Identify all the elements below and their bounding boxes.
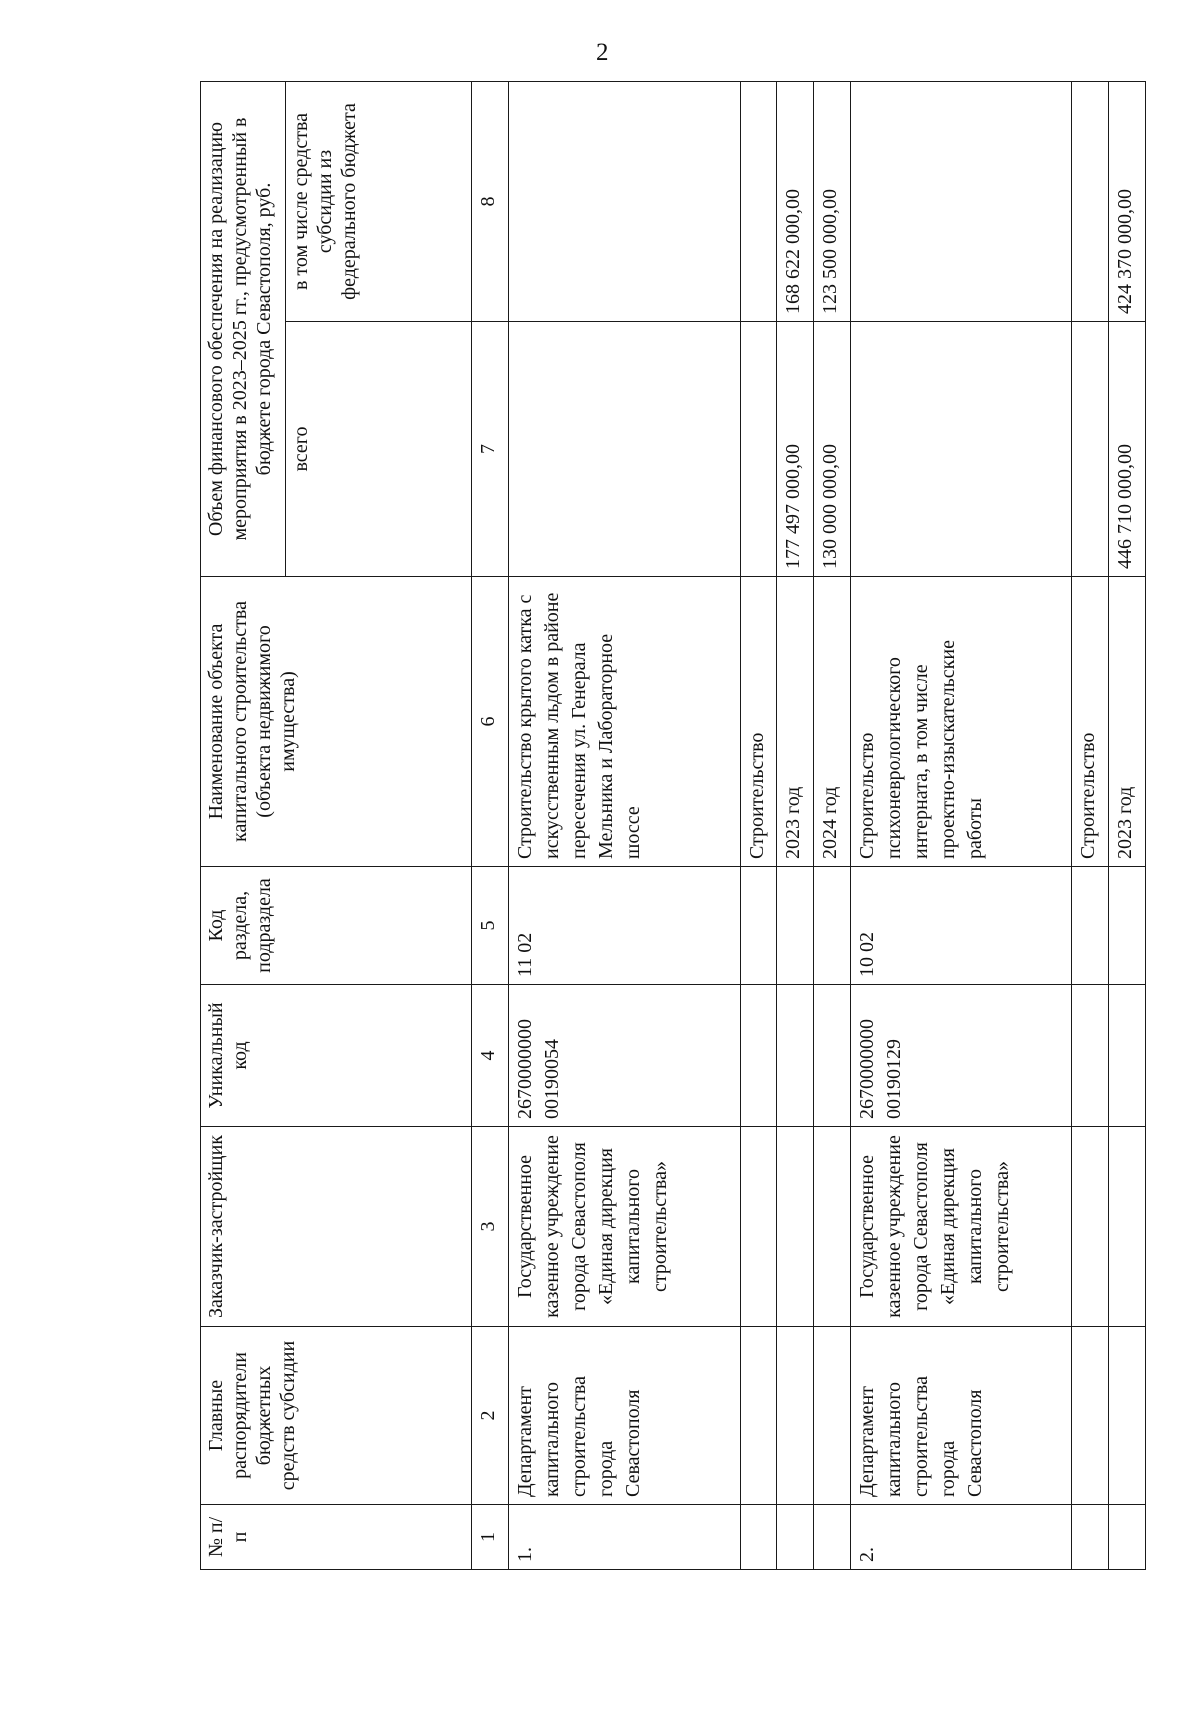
row-federal: 123 500 000,00: [814, 81, 851, 321]
column-number: 7: [472, 322, 509, 577]
row-object-name: Строительство психоневрологического интерната, в том числе проектно-изыскательские работы: [850, 577, 1072, 867]
table-row: [509, 81, 740, 1569]
row-total: [509, 322, 740, 577]
column-number: 3: [472, 1127, 509, 1327]
row-federal: 168 622 000,00: [777, 81, 814, 321]
header-row: [201, 81, 286, 1569]
table-row: [1109, 81, 1146, 1569]
table-row: [850, 81, 1072, 1569]
column-number: 8: [472, 81, 509, 321]
row-manager: Департамент капитального строительства города Севастополя: [509, 1327, 740, 1505]
row-year: 2023 год: [1109, 577, 1146, 867]
row-unique-code: 2670000000 00190129: [850, 985, 1072, 1127]
row-unique-code: 2670000000 00190054: [509, 985, 740, 1127]
column-number: 5: [472, 867, 509, 985]
column-number: 6: [472, 577, 509, 867]
page-number: 2: [596, 39, 609, 66]
row-section-code: 10 02: [850, 867, 1072, 985]
header-num: № п/п: [201, 1505, 472, 1570]
header-total: всего: [286, 322, 472, 577]
row-customer: Государственное казенное учреждение города Севастополя «Единая дирекция капитального строительства»: [509, 1127, 740, 1327]
column-number-row: [472, 81, 509, 1569]
table-row: [814, 81, 851, 1569]
header-manager: Главные распорядители бюджетных средств субсидии: [201, 1327, 472, 1505]
row-year: 2023 год: [777, 577, 814, 867]
header-customer: Заказчик-застройщик: [201, 1127, 472, 1327]
row-total: 130 000 000,00: [814, 322, 851, 577]
rotated-table-container: [200, 82, 1146, 1570]
table-row: [740, 81, 777, 1569]
row-federal: [850, 81, 1072, 321]
table-row: [777, 81, 814, 1569]
row-federal: [509, 81, 740, 321]
row-total: 446 710 000,00: [1109, 322, 1146, 577]
row-total: [850, 322, 1072, 577]
column-number: 4: [472, 985, 509, 1127]
row-num: 2.: [850, 1505, 1072, 1570]
header-object-name: Наименование объекта капитального строительства (объекта недвижимого имущества): [201, 577, 472, 867]
column-number: 1: [472, 1505, 509, 1570]
row-section-code: 11 02: [509, 867, 740, 985]
row-object-name: Строительство крытого катка с искусственным льдом в районе пересечения ул. Генерала Мельника и Лабораторное шоссе: [509, 577, 740, 867]
table-row: [1072, 81, 1109, 1569]
header-finance-group: Объем финансового обеспечения на реализацию мероприятия в 2023–2025 гг., предусмотренный в бюджете города Севастополя, руб.: [201, 81, 286, 576]
row-stage: Строительство: [1072, 577, 1109, 867]
row-customer: Государственное казенное учреждение города Севастополя «Единая дирекция капитального строительства»: [850, 1127, 1072, 1327]
row-year: 2024 год: [814, 577, 851, 867]
header-section-code: Код раздела, подраздела: [201, 867, 472, 985]
header-federal: в том числе средства субсидии из федерального бюджета: [286, 81, 472, 321]
column-number: 2: [472, 1327, 509, 1505]
row-num: 1.: [509, 1505, 740, 1570]
row-manager: Департамент капитального строительства города Севастополя: [850, 1327, 1072, 1505]
row-federal: 424 370 000,00: [1109, 81, 1146, 321]
row-total: 177 497 000,00: [777, 322, 814, 577]
header-unique-code: Уникальный код: [201, 985, 472, 1127]
row-stage: Строительство: [740, 577, 777, 867]
financing-table: [200, 81, 1146, 1570]
